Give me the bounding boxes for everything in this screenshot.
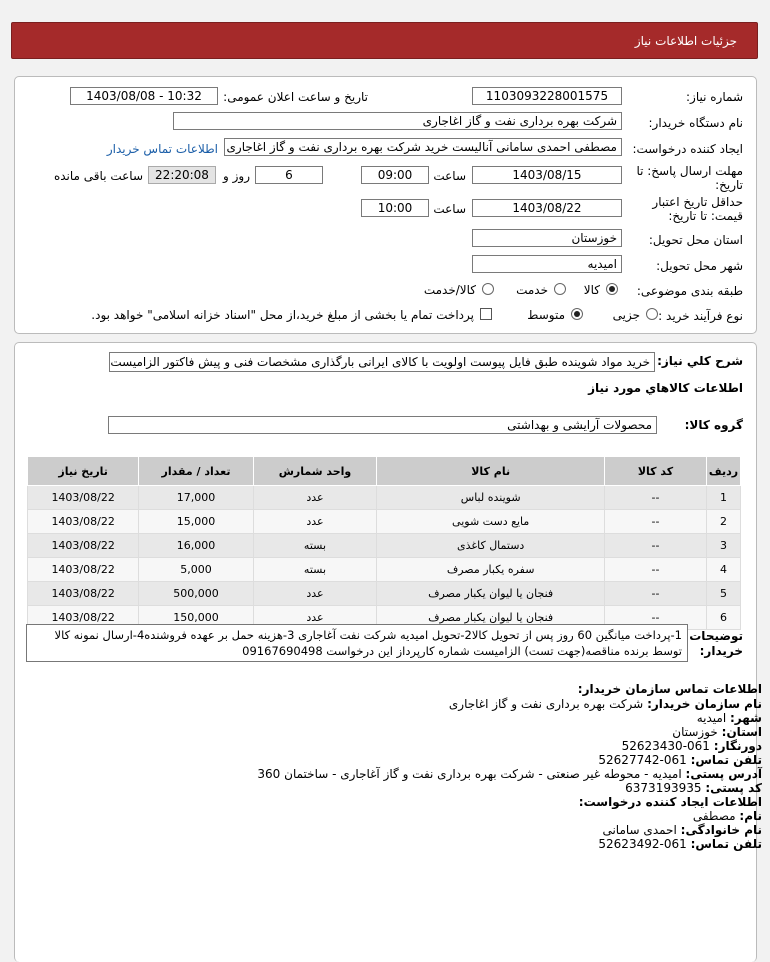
- buyer-org-field[interactable]: شرکت بهره برداری نفت و گاز اغاجاری: [173, 112, 622, 130]
- city-field[interactable]: امیدیه: [472, 255, 622, 273]
- validity-time-label: ساعت: [433, 202, 466, 216]
- item-name: مایع دست شویی: [377, 510, 605, 534]
- buyer-fax-info: دورنگار: 061-52623430: [621, 739, 762, 753]
- days-remaining-field[interactable]: 6: [255, 166, 323, 184]
- column-quantity: تعداد / مقدار: [139, 457, 253, 486]
- buyer-org-label: نام دستگاه خریدار:: [648, 116, 743, 130]
- city-label: شهر محل تحویل:: [656, 259, 743, 273]
- item-need-date: 1403/08/22: [28, 534, 139, 558]
- category-label: طبقه بندی موضوعی:: [636, 284, 743, 298]
- buyer-address-info: آدرس پستی: امیدیه - محوطه غیر صنعتی - شرکت بهره برداری نفت و گاز آغاجاری - ساختمان 360: [257, 767, 762, 781]
- creator-phone-info: تلفن تماس: 061-52623492: [598, 837, 762, 851]
- goods-group-field[interactable]: محصولات آرایشی و بهداشتی: [108, 416, 657, 434]
- table-row[interactable]: [28, 582, 741, 606]
- goods-info-title: اطلاعات کالاهاي مورد نياز: [588, 381, 743, 395]
- item-code: --: [605, 582, 707, 606]
- item-unit: عدد: [253, 486, 377, 510]
- table-row[interactable]: [28, 558, 741, 582]
- page-title: جزئیات اطلاعات نیاز: [634, 34, 737, 48]
- category-option-goods-service: کالا/خدمت: [423, 283, 476, 297]
- process-option-minor: جزیی: [612, 308, 640, 322]
- goods-table: [27, 456, 741, 630]
- item-code: --: [605, 486, 707, 510]
- item-quantity: 150,000: [139, 606, 253, 630]
- item-quantity: 16,000: [139, 534, 253, 558]
- item-need-date: 1403/08/22: [28, 558, 139, 582]
- notes-line-1: 1-پرداخت میانگین 60 روز پس از تحویل کالا2-تحویل امیدیه شرکت نفت آغاجاری 3-هزینه حمل بر عهده فروشنده4-ارسال نمونه کالا: [54, 628, 682, 642]
- column-unit: واحد شمارش: [253, 457, 377, 486]
- buyer-city-info: شهر: امیدیه: [696, 711, 762, 725]
- item-name: فنجان یا لیوان یکبار مصرف: [377, 606, 605, 630]
- item-code: --: [605, 558, 707, 582]
- province-field[interactable]: خوزستان: [472, 229, 622, 247]
- need-number-label: شماره نیاز:: [686, 90, 743, 104]
- item-name: دستمال کاغذی: [377, 534, 605, 558]
- category-option-service: خدمت: [516, 283, 548, 297]
- validity-label-1: حداقل تاریخ اعتبار: [652, 195, 743, 209]
- column-item-name: نام کالا: [377, 457, 605, 486]
- item-quantity: 15,000: [139, 510, 253, 534]
- treasury-payment-note: پرداخت تمام یا بخشی از مبلغ خرید،از محل "اسناد خزانه اسلامی" خواهد بود.: [91, 308, 474, 322]
- row-number: 5: [707, 582, 741, 606]
- deadline-date-field[interactable]: 1403/08/15: [472, 166, 622, 184]
- column-need-date: تاریخ نیاز: [28, 457, 139, 486]
- page-header: [11, 22, 758, 59]
- need-number-field[interactable]: 1103093228001575: [472, 87, 622, 105]
- category-radio-service[interactable]: [554, 283, 566, 295]
- item-unit: بسته: [253, 558, 377, 582]
- table-header-row: [28, 457, 741, 486]
- item-name: سفره یکبار مصرف: [377, 558, 605, 582]
- creator-contact-title: اطلاعات ایجاد کننده درخواست:: [578, 795, 762, 809]
- table-row[interactable]: [28, 510, 741, 534]
- province-label: استان محل تحویل:: [648, 233, 743, 247]
- validity-time-field[interactable]: 10:00: [361, 199, 429, 217]
- item-unit: بسته: [253, 534, 377, 558]
- item-code: --: [605, 510, 707, 534]
- process-radio-medium[interactable]: [571, 308, 583, 320]
- process-option-medium: متوسط: [527, 308, 565, 322]
- column-item-code: کد کالا: [605, 457, 707, 486]
- item-need-date: 1403/08/22: [28, 582, 139, 606]
- days-label: روز و: [223, 169, 250, 183]
- goods-group-label: گروه کالا:: [684, 418, 743, 432]
- row-number: 6: [707, 606, 741, 630]
- buyer-postal-info: کد پستی: 6373193935: [625, 781, 762, 795]
- process-radio-minor[interactable]: [646, 308, 658, 320]
- validity-label-2: قیمت: تا تاریخ:: [668, 209, 743, 223]
- announce-field[interactable]: 1403/08/08 - 10:32: [70, 87, 218, 105]
- category-option-goods: کالا: [583, 283, 600, 297]
- buyer-contact-title: اطلاعات تماس سازمان خریدار:: [577, 682, 762, 696]
- table-row[interactable]: [28, 486, 741, 510]
- buyer-notes-box: [26, 624, 688, 662]
- column-row-number: ردیف: [707, 457, 741, 486]
- deadline-time-field[interactable]: 09:00: [361, 166, 429, 184]
- item-name: فنجان یا لیوان یکبار مصرف: [377, 582, 605, 606]
- validity-date-field[interactable]: 1403/08/22: [472, 199, 622, 217]
- item-unit: عدد: [253, 606, 377, 630]
- deadline-label-2: تاریخ:: [715, 178, 743, 192]
- category-radio-goods-service[interactable]: [482, 283, 494, 295]
- notes-line-2: توسط برنده مناقصه(جهت تست) الزامیست شماره کارپرداز این درخواست 09167690498: [242, 644, 682, 658]
- treasury-payment-checkbox[interactable]: [480, 308, 492, 320]
- creator-family-info: نام خانوادگی: احمدی سامانی: [602, 823, 762, 837]
- creator-name-info: نام: مصطفی: [692, 809, 762, 823]
- notes-label-1: توضیحات: [689, 629, 743, 643]
- remaining-label: ساعت باقی مانده: [53, 169, 143, 183]
- notes-label-2: خریدار:: [699, 644, 743, 658]
- item-need-date: 1403/08/22: [28, 486, 139, 510]
- row-number: 1: [707, 486, 741, 510]
- buyer-contact-link[interactable]: اطلاعات تماس خریدار: [106, 142, 218, 156]
- item-need-date: 1403/08/22: [28, 510, 139, 534]
- item-quantity: 5,000: [139, 558, 253, 582]
- buyer-org-info: نام سازمان خریدار: شرکت بهره برداری نفت و گاز اغاجاری: [448, 697, 762, 711]
- creator-label: ایجاد کننده درخواست:: [632, 142, 743, 156]
- row-number: 3: [707, 534, 741, 558]
- deadline-time-label: ساعت: [433, 169, 466, 183]
- row-number: 4: [707, 558, 741, 582]
- item-quantity: 500,000: [139, 582, 253, 606]
- buyer-province-info: استان: خوزستان: [672, 725, 762, 739]
- remaining-time-field: 22:20:08: [148, 166, 216, 184]
- announce-label: تاریخ و ساعت اعلان عمومی:: [223, 90, 368, 104]
- creator-field[interactable]: مصطفی احمدی سامانی آنالیست خرید شرکت بهره برداری نفت و گاز اغاجاری: [224, 138, 622, 156]
- category-radio-goods[interactable]: [606, 283, 618, 295]
- description-label: شرح کلي نياز:: [657, 354, 743, 368]
- item-name: شوینده لباس: [377, 486, 605, 510]
- process-label: نوع فرآیند خرید :: [658, 309, 743, 323]
- table-row[interactable]: [28, 534, 741, 558]
- description-field[interactable]: خرید مواد شوینده طبق فایل پیوست اولویت با کالای ایرانی بارگذاری مشخصات فنی و پیش فاکتور الزامیست: [109, 352, 655, 372]
- row-number: 2: [707, 510, 741, 534]
- item-code: --: [605, 606, 707, 630]
- item-need-date: 1403/08/22: [28, 606, 139, 630]
- item-quantity: 17,000: [139, 486, 253, 510]
- item-unit: عدد: [253, 510, 377, 534]
- deadline-label-1: مهلت ارسال پاسخ: تا: [636, 164, 743, 178]
- buyer-phone-info: تلفن تماس: 061-52627742: [598, 753, 762, 767]
- item-unit: عدد: [253, 582, 377, 606]
- item-code: --: [605, 534, 707, 558]
